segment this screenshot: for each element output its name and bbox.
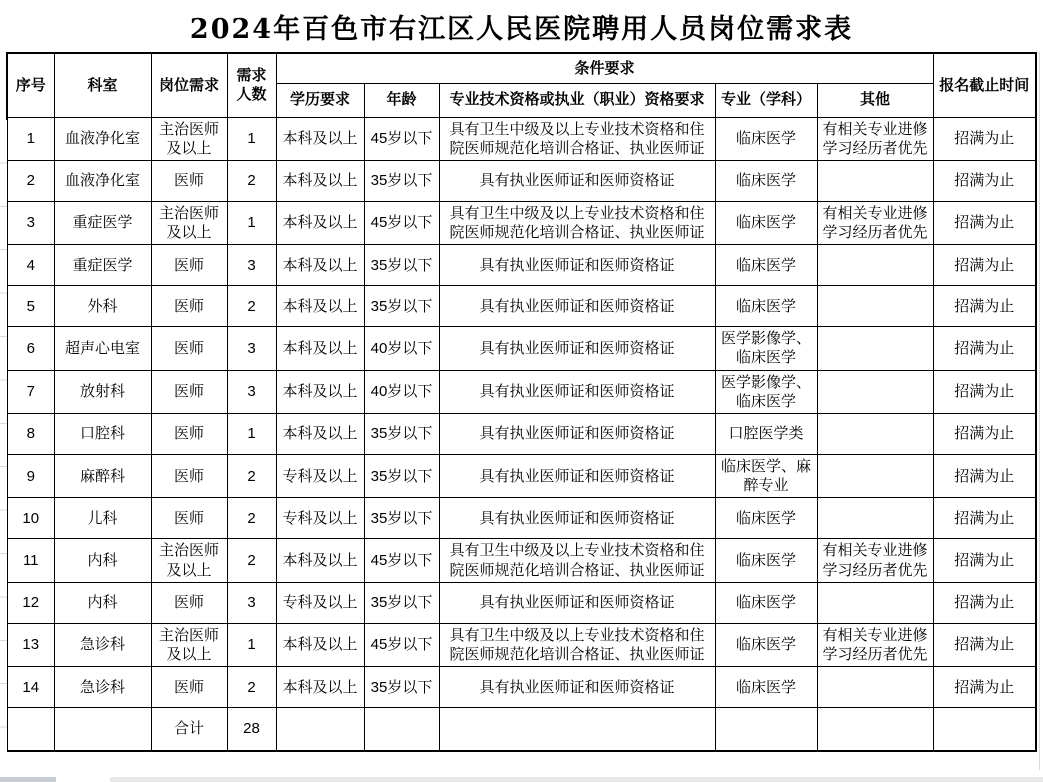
cell-deadline: 招满为止 — [933, 201, 1036, 244]
cell-count: 2 — [227, 539, 276, 582]
cell-qualification: 具有执业医师证和医师资格证 — [439, 327, 715, 370]
cell-deadline: 招满为止 — [933, 414, 1036, 455]
cell-age: 40岁以下 — [364, 327, 439, 370]
cell-deadline: 招满为止 — [933, 160, 1036, 201]
cell-qualification: 具有执业医师证和医师资格证 — [439, 414, 715, 455]
total-row — [7, 708, 1036, 751]
header-qualification: 专业技术资格或执业（职业）资格要求 — [439, 83, 715, 117]
header-conditions: 条件要求 — [276, 53, 933, 83]
cell-dept: 血液净化室 — [54, 117, 151, 160]
table-row — [7, 201, 1036, 244]
cell-other — [817, 286, 933, 327]
total-label: 合计 — [151, 708, 227, 751]
cell-education: 本科及以上 — [276, 286, 364, 327]
cell-count: 1 — [227, 623, 276, 666]
cell-deadline: 招满为止 — [933, 667, 1036, 708]
cell-dept: 口腔科 — [54, 414, 151, 455]
cell-position: 主治医师及以上 — [151, 623, 227, 666]
header-other: 其他 — [817, 83, 933, 117]
cell-deadline: 招满为止 — [933, 539, 1036, 582]
cell-major: 临床医学 — [715, 623, 817, 666]
cell-qualification: 具有执业医师证和医师资格证 — [439, 160, 715, 201]
table-row — [7, 245, 1036, 286]
cell-age: 45岁以下 — [364, 117, 439, 160]
cell-qualification: 具有执业医师证和医师资格证 — [439, 286, 715, 327]
cell-count: 1 — [227, 117, 276, 160]
cell-deadline: 招满为止 — [933, 327, 1036, 370]
cell-no: 11 — [7, 539, 54, 582]
cell-major: 临床医学 — [715, 582, 817, 623]
cell-dept: 放射科 — [54, 370, 151, 413]
cell-major: 口腔医学类 — [715, 414, 817, 455]
cell-age: 35岁以下 — [364, 667, 439, 708]
cell-count: 3 — [227, 245, 276, 286]
cell-qualification: 具有执业医师证和医师资格证 — [439, 498, 715, 539]
cell-count: 2 — [227, 160, 276, 201]
total-empty-cell — [817, 708, 933, 751]
cell-age: 35岁以下 — [364, 160, 439, 201]
cell-qualification: 具有卫生中级及以上专业技术资格和住院医师规范化培训合格证、执业医师证 — [439, 539, 715, 582]
cell-education: 本科及以上 — [276, 414, 364, 455]
header-row-1 — [7, 53, 1036, 83]
cell-qualification: 具有执业医师证和医师资格证 — [439, 455, 715, 498]
cell-no: 4 — [7, 245, 54, 286]
cell-dept: 内科 — [54, 539, 151, 582]
cell-deadline: 招满为止 — [933, 582, 1036, 623]
cell-deadline: 招满为止 — [933, 455, 1036, 498]
cell-position: 医师 — [151, 286, 227, 327]
cell-count: 3 — [227, 582, 276, 623]
total-empty-cell — [439, 708, 715, 751]
cell-position: 主治医师及以上 — [151, 201, 227, 244]
cell-count: 3 — [227, 327, 276, 370]
cell-major: 临床医学 — [715, 245, 817, 286]
cell-age: 40岁以下 — [364, 370, 439, 413]
cell-count: 2 — [227, 286, 276, 327]
cell-qualification: 具有执业医师证和医师资格证 — [439, 245, 715, 286]
cell-position: 医师 — [151, 245, 227, 286]
cell-age: 35岁以下 — [364, 498, 439, 539]
cell-dept: 重症医学 — [54, 245, 151, 286]
cell-other — [817, 498, 933, 539]
cell-age: 35岁以下 — [364, 455, 439, 498]
cell-position: 医师 — [151, 582, 227, 623]
cell-qualification: 具有执业医师证和医师资格证 — [439, 370, 715, 413]
table-row — [7, 117, 1036, 160]
total-empty-cell — [715, 708, 817, 751]
cell-other: 有相关专业进修学习经历者优先 — [817, 623, 933, 666]
cell-deadline: 招满为止 — [933, 498, 1036, 539]
cell-no: 6 — [7, 327, 54, 370]
cell-no: 1 — [7, 117, 54, 160]
cell-no: 10 — [7, 498, 54, 539]
cell-position: 医师 — [151, 370, 227, 413]
cell-age: 45岁以下 — [364, 623, 439, 666]
cell-no: 2 — [7, 160, 54, 201]
cell-deadline: 招满为止 — [933, 370, 1036, 413]
cell-other — [817, 667, 933, 708]
total-empty-cell — [364, 708, 439, 751]
bottom-strip-segment — [0, 777, 56, 782]
cell-age: 45岁以下 — [364, 539, 439, 582]
cell-position: 医师 — [151, 327, 227, 370]
cell-dept: 急诊科 — [54, 623, 151, 666]
cell-dept: 麻醉科 — [54, 455, 151, 498]
cell-deadline: 招满为止 — [933, 245, 1036, 286]
cell-dept: 重症医学 — [54, 201, 151, 244]
cell-education: 本科及以上 — [276, 370, 364, 413]
table-row — [7, 455, 1036, 498]
cell-other — [817, 414, 933, 455]
cell-other: 有相关专业进修学习经历者优先 — [817, 539, 933, 582]
cell-major: 临床医学 — [715, 539, 817, 582]
cell-major: 临床医学 — [715, 667, 817, 708]
cell-dept: 血液净化室 — [54, 160, 151, 201]
total-value: 28 — [227, 708, 276, 751]
cell-count: 2 — [227, 667, 276, 708]
table-row — [7, 623, 1036, 666]
bottom-strip-segment — [56, 777, 110, 782]
cell-count: 1 — [227, 201, 276, 244]
cell-other: 有相关专业进修学习经历者优先 — [817, 117, 933, 160]
left-margin-gridlines — [0, 120, 7, 770]
cell-qualification: 具有执业医师证和医师资格证 — [439, 582, 715, 623]
cell-education: 本科及以上 — [276, 667, 364, 708]
total-empty-cell — [933, 708, 1036, 751]
cell-qualification: 具有执业医师证和医师资格证 — [439, 667, 715, 708]
cell-count: 2 — [227, 455, 276, 498]
header-position: 岗位需求 — [151, 53, 227, 117]
cell-other — [817, 582, 933, 623]
cell-no: 14 — [7, 667, 54, 708]
header-no: 序号 — [7, 53, 54, 117]
header-age: 年龄 — [364, 83, 439, 117]
cell-major: 医学影像学、临床医学 — [715, 370, 817, 413]
cell-major: 临床医学 — [715, 160, 817, 201]
cell-deadline: 招满为止 — [933, 623, 1036, 666]
cell-age: 35岁以下 — [364, 582, 439, 623]
bottom-strip-segment — [110, 777, 1043, 782]
cell-dept: 外科 — [54, 286, 151, 327]
cell-major: 临床医学 — [715, 117, 817, 160]
table-row — [7, 539, 1036, 582]
cell-position: 医师 — [151, 455, 227, 498]
total-empty-cell — [276, 708, 364, 751]
cell-education: 专科及以上 — [276, 455, 364, 498]
table-body — [7, 53, 1036, 751]
table-row — [7, 414, 1036, 455]
recruitment-table — [6, 52, 1037, 752]
cell-education: 本科及以上 — [276, 117, 364, 160]
cell-no: 7 — [7, 370, 54, 413]
total-empty-cell — [54, 708, 151, 751]
total-empty-cell — [7, 708, 54, 751]
cell-other — [817, 370, 933, 413]
cell-age: 35岁以下 — [364, 414, 439, 455]
cell-qualification: 具有卫生中级及以上专业技术资格和住院医师规范化培训合格证、执业医师证 — [439, 623, 715, 666]
cell-education: 专科及以上 — [276, 582, 364, 623]
cell-education: 专科及以上 — [276, 498, 364, 539]
cell-count: 2 — [227, 498, 276, 539]
header-count: 需求人数 — [227, 53, 276, 117]
table-row — [7, 582, 1036, 623]
cell-count: 1 — [227, 414, 276, 455]
cell-no: 12 — [7, 582, 54, 623]
header-dept: 科室 — [54, 53, 151, 117]
table-row — [7, 498, 1036, 539]
cell-age: 35岁以下 — [364, 286, 439, 327]
cell-position: 医师 — [151, 414, 227, 455]
page-title: 2024年百色市右江区人民医院聘用人员岗位需求表 — [189, 13, 854, 45]
cell-count: 3 — [227, 370, 276, 413]
table-row — [7, 327, 1036, 370]
cell-qualification: 具有卫生中级及以上专业技术资格和住院医师规范化培训合格证、执业医师证 — [439, 201, 715, 244]
cell-major: 临床医学 — [715, 286, 817, 327]
table-row — [7, 160, 1036, 201]
cell-position: 医师 — [151, 667, 227, 708]
cell-no: 8 — [7, 414, 54, 455]
header-deadline: 报名截止时间 — [933, 53, 1036, 117]
cell-education: 本科及以上 — [276, 201, 364, 244]
cell-position: 医师 — [151, 498, 227, 539]
cell-no: 13 — [7, 623, 54, 666]
cell-qualification: 具有卫生中级及以上专业技术资格和住院医师规范化培训合格证、执业医师证 — [439, 117, 715, 160]
cell-no: 5 — [7, 286, 54, 327]
cell-other: 有相关专业进修学习经历者优先 — [817, 201, 933, 244]
cell-education: 本科及以上 — [276, 245, 364, 286]
cell-major: 临床医学 — [715, 201, 817, 244]
cell-position: 医师 — [151, 160, 227, 201]
cell-major: 医学影像学、临床医学 — [715, 327, 817, 370]
cell-dept: 超声心电室 — [54, 327, 151, 370]
cell-position: 主治医师及以上 — [151, 117, 227, 160]
right-margin-gridline — [1039, 52, 1040, 770]
cell-dept: 儿科 — [54, 498, 151, 539]
cell-no: 3 — [7, 201, 54, 244]
cell-major: 临床医学、麻醉专业 — [715, 455, 817, 498]
cell-education: 本科及以上 — [276, 160, 364, 201]
cell-other — [817, 245, 933, 286]
table-row — [7, 667, 1036, 708]
cell-no: 9 — [7, 455, 54, 498]
cell-deadline: 招满为止 — [933, 286, 1036, 327]
cell-education: 本科及以上 — [276, 623, 364, 666]
cell-education: 本科及以上 — [276, 327, 364, 370]
cell-other — [817, 455, 933, 498]
table-row — [7, 370, 1036, 413]
cell-age: 45岁以下 — [364, 201, 439, 244]
cell-age: 35岁以下 — [364, 245, 439, 286]
bottom-sheet-edge — [0, 777, 1043, 782]
cell-deadline: 招满为止 — [933, 117, 1036, 160]
cell-dept: 内科 — [54, 582, 151, 623]
cell-other — [817, 160, 933, 201]
cell-dept: 急诊科 — [54, 667, 151, 708]
cell-major: 临床医学 — [715, 498, 817, 539]
table-row — [7, 286, 1036, 327]
cell-other — [817, 327, 933, 370]
header-major: 专业（学科） — [715, 83, 817, 117]
header-education: 学历要求 — [276, 83, 364, 117]
cell-education: 本科及以上 — [276, 539, 364, 582]
cell-position: 主治医师及以上 — [151, 539, 227, 582]
